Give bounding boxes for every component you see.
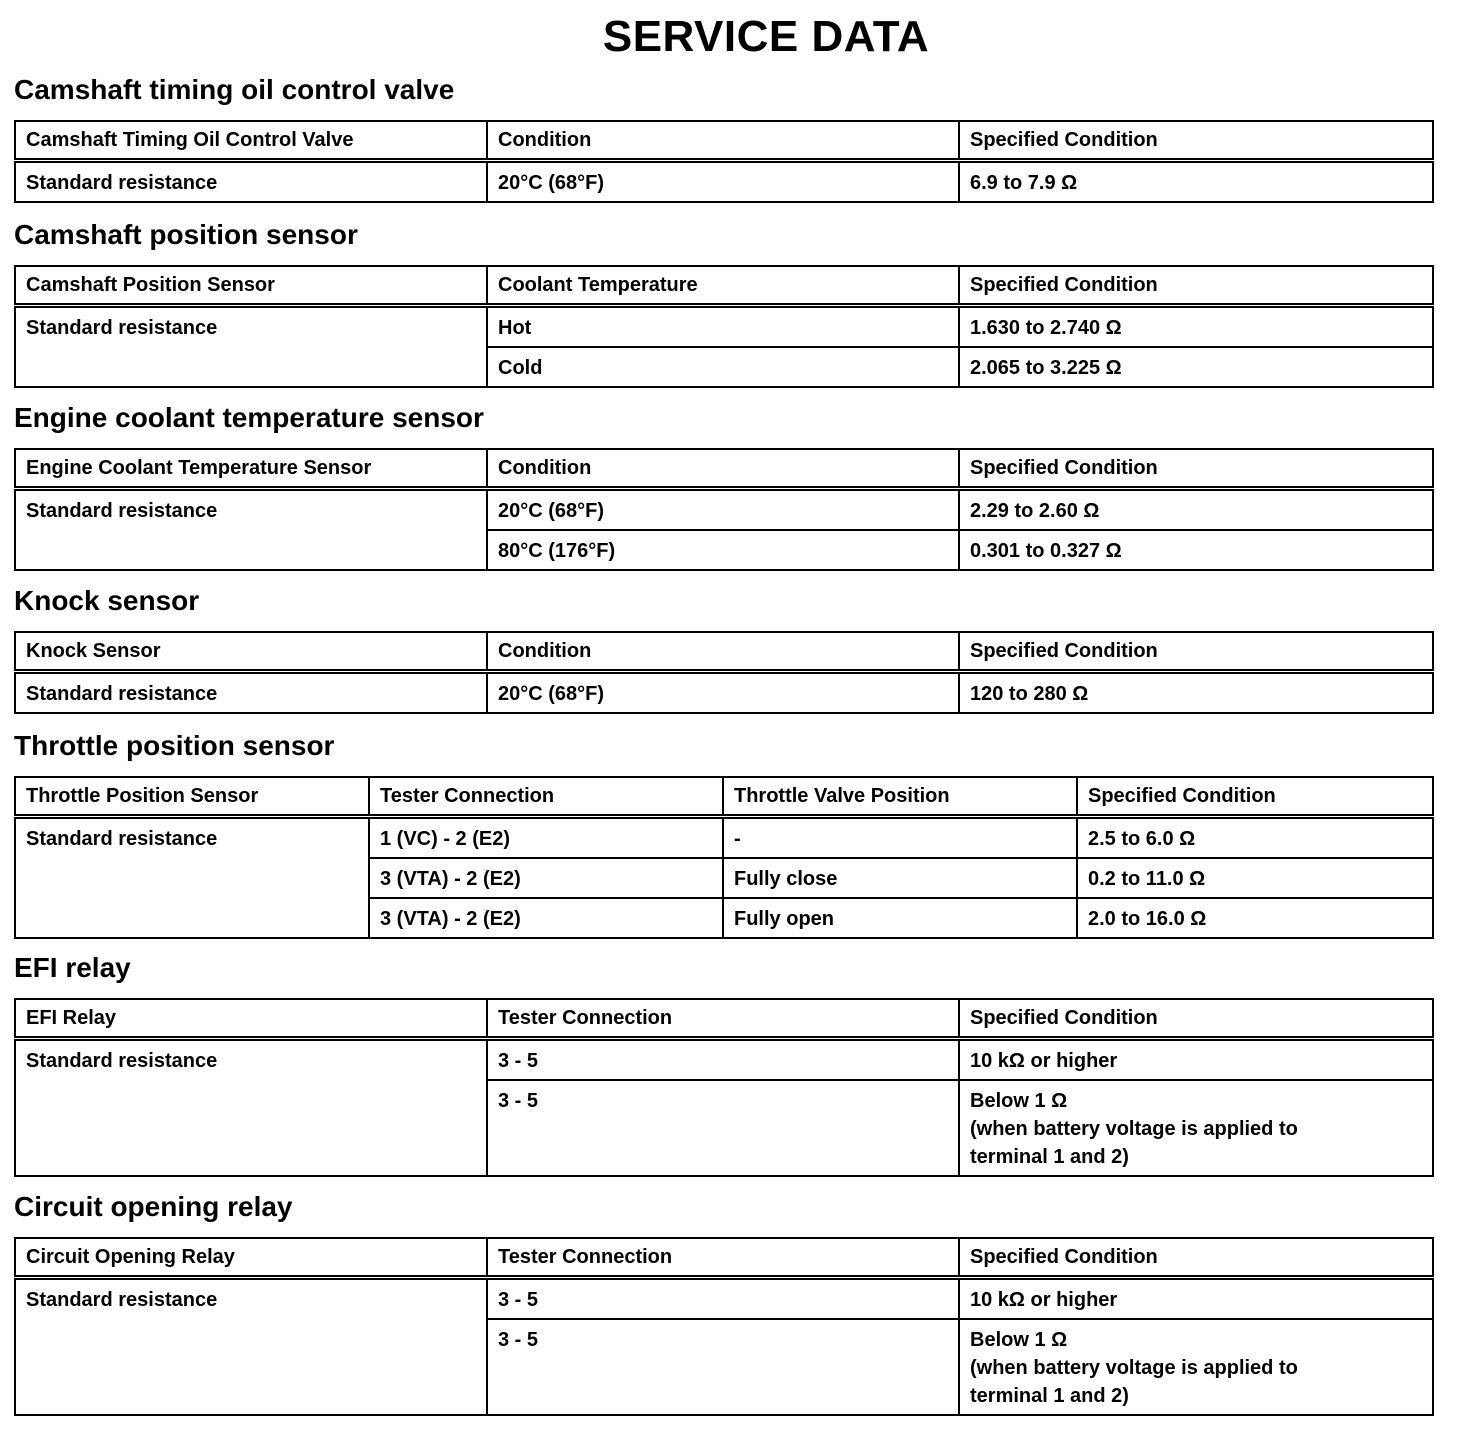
- table-header-row: [15, 266, 1433, 306]
- header-cell: Camshaft Timing Oil Control Valve: [15, 121, 487, 161]
- table-row: [15, 1278, 1433, 1320]
- table-cell: 20°C (68°F): [487, 161, 959, 203]
- table-cell: 3 (VTA) - 2 (E2): [369, 858, 723, 898]
- header-cell: Camshaft Position Sensor: [15, 266, 487, 306]
- spec-table: [14, 265, 1434, 388]
- table-cell: Standard resistance: [15, 672, 487, 714]
- table-cell: Standard resistance: [15, 1039, 487, 1177]
- table-cell: 20°C (68°F): [487, 672, 959, 714]
- table-cell: 2.29 to 2.60 Ω: [959, 489, 1433, 531]
- spec-table: [14, 998, 1434, 1177]
- section-heading: EFI relay: [14, 952, 131, 983]
- table-cell: 20°C (68°F): [487, 489, 959, 531]
- header-cell: Tester Connection: [487, 999, 959, 1039]
- header-cell: EFI Relay: [15, 999, 487, 1039]
- table-cell: 3 - 5: [487, 1039, 959, 1081]
- table-cell: Below 1 Ω (when battery voltage is applied to terminal 1 and 2): [959, 1319, 1433, 1415]
- table-cell: 2.0 to 16.0 Ω: [1077, 898, 1433, 938]
- table-row: [15, 817, 1433, 859]
- table-cell: Below 1 Ω (when battery voltage is applied to terminal 1 and 2): [959, 1080, 1433, 1176]
- table-cell: 3 - 5: [487, 1080, 959, 1176]
- section-heading: Camshaft timing oil control valve: [14, 74, 455, 105]
- header-cell: Throttle Valve Position: [723, 777, 1077, 817]
- table-cell: 120 to 280 Ω: [959, 672, 1433, 714]
- section-heading: Knock sensor: [14, 585, 200, 616]
- table-cell: 1.630 to 2.740 Ω: [959, 306, 1433, 348]
- header-cell: Throttle Position Sensor: [15, 777, 369, 817]
- section-heading: Camshaft position sensor: [14, 219, 358, 250]
- page-title: SERVICE DATA: [602, 12, 930, 61]
- header-cell: Specified Condition: [1077, 777, 1433, 817]
- spec-table: [14, 120, 1434, 203]
- table-cell: 0.301 to 0.327 Ω: [959, 530, 1433, 570]
- table-cell: 80°C (176°F): [487, 530, 959, 570]
- table-cell: 2.5 to 6.0 Ω: [1077, 817, 1433, 859]
- section-efi-relay: [14, 950, 1432, 1177]
- header-cell: Tester Connection: [487, 1238, 959, 1278]
- table-header-row: [15, 999, 1433, 1039]
- table-cell: 6.9 to 7.9 Ω: [959, 161, 1433, 203]
- header-cell: Condition: [487, 121, 959, 161]
- section-circuit-opening-relay: [14, 1189, 1432, 1416]
- table-header-row: [15, 121, 1433, 161]
- section-knock-sensor: [14, 583, 1432, 714]
- header-cell: Tester Connection: [369, 777, 723, 817]
- table-cell: Standard resistance: [15, 161, 487, 203]
- spec-table: [14, 776, 1434, 939]
- header-cell: Specified Condition: [959, 632, 1433, 672]
- table-row: [15, 672, 1433, 714]
- section-engine-coolant-temperature-sensor: [14, 400, 1432, 571]
- section-heading: Engine coolant temperature sensor: [14, 402, 484, 433]
- table-cell: 10 kΩ or higher: [959, 1278, 1433, 1320]
- section-camshaft-timing-oil-control-valve: [14, 72, 1432, 203]
- table-header-row: [15, 777, 1433, 817]
- table-cell: 3 - 5: [487, 1278, 959, 1320]
- table-cell: 2.065 to 3.225 Ω: [959, 347, 1433, 387]
- header-cell: Engine Coolant Temperature Sensor: [15, 449, 487, 489]
- header-cell: Condition: [487, 449, 959, 489]
- table-cell: Standard resistance: [15, 817, 369, 939]
- header-cell: Specified Condition: [959, 1238, 1433, 1278]
- table-cell: 3 (VTA) - 2 (E2): [369, 898, 723, 938]
- table-header-row: [15, 449, 1433, 489]
- table-row: [15, 489, 1433, 531]
- header-cell: Circuit Opening Relay: [15, 1238, 487, 1278]
- spec-table: [14, 448, 1434, 571]
- table-cell: Standard resistance: [15, 306, 487, 388]
- header-cell: Coolant Temperature: [487, 266, 959, 306]
- table-cell: Cold: [487, 347, 959, 387]
- table-cell: Fully close: [723, 858, 1077, 898]
- section-camshaft-position-sensor: [14, 217, 1432, 388]
- header-cell: Specified Condition: [959, 449, 1433, 489]
- table-cell: Standard resistance: [15, 489, 487, 571]
- table-header-row: [15, 1238, 1433, 1278]
- table-cell: 0.2 to 11.0 Ω: [1077, 858, 1433, 898]
- table-cell: 1 (VC) - 2 (E2): [369, 817, 723, 859]
- section-heading: Circuit opening relay: [14, 1191, 293, 1222]
- table-cell: Fully open: [723, 898, 1077, 938]
- table-cell: Hot: [487, 306, 959, 348]
- section-throttle-position-sensor: [14, 728, 1432, 939]
- header-cell: Specified Condition: [959, 999, 1433, 1039]
- spec-table: [14, 631, 1434, 714]
- header-cell: Specified Condition: [959, 266, 1433, 306]
- table-cell: Standard resistance: [15, 1278, 487, 1416]
- table-cell: 3 - 5: [487, 1319, 959, 1415]
- table-row: [15, 306, 1433, 348]
- spec-table: [14, 1237, 1434, 1416]
- table-row: [15, 161, 1433, 203]
- table-row: [15, 1039, 1433, 1081]
- header-cell: Knock Sensor: [15, 632, 487, 672]
- table-cell: 10 kΩ or higher: [959, 1039, 1433, 1081]
- table-cell: -: [723, 817, 1077, 859]
- header-cell: Specified Condition: [959, 121, 1433, 161]
- header-cell: Condition: [487, 632, 959, 672]
- table-header-row: [15, 632, 1433, 672]
- section-heading: Throttle position sensor: [14, 730, 335, 761]
